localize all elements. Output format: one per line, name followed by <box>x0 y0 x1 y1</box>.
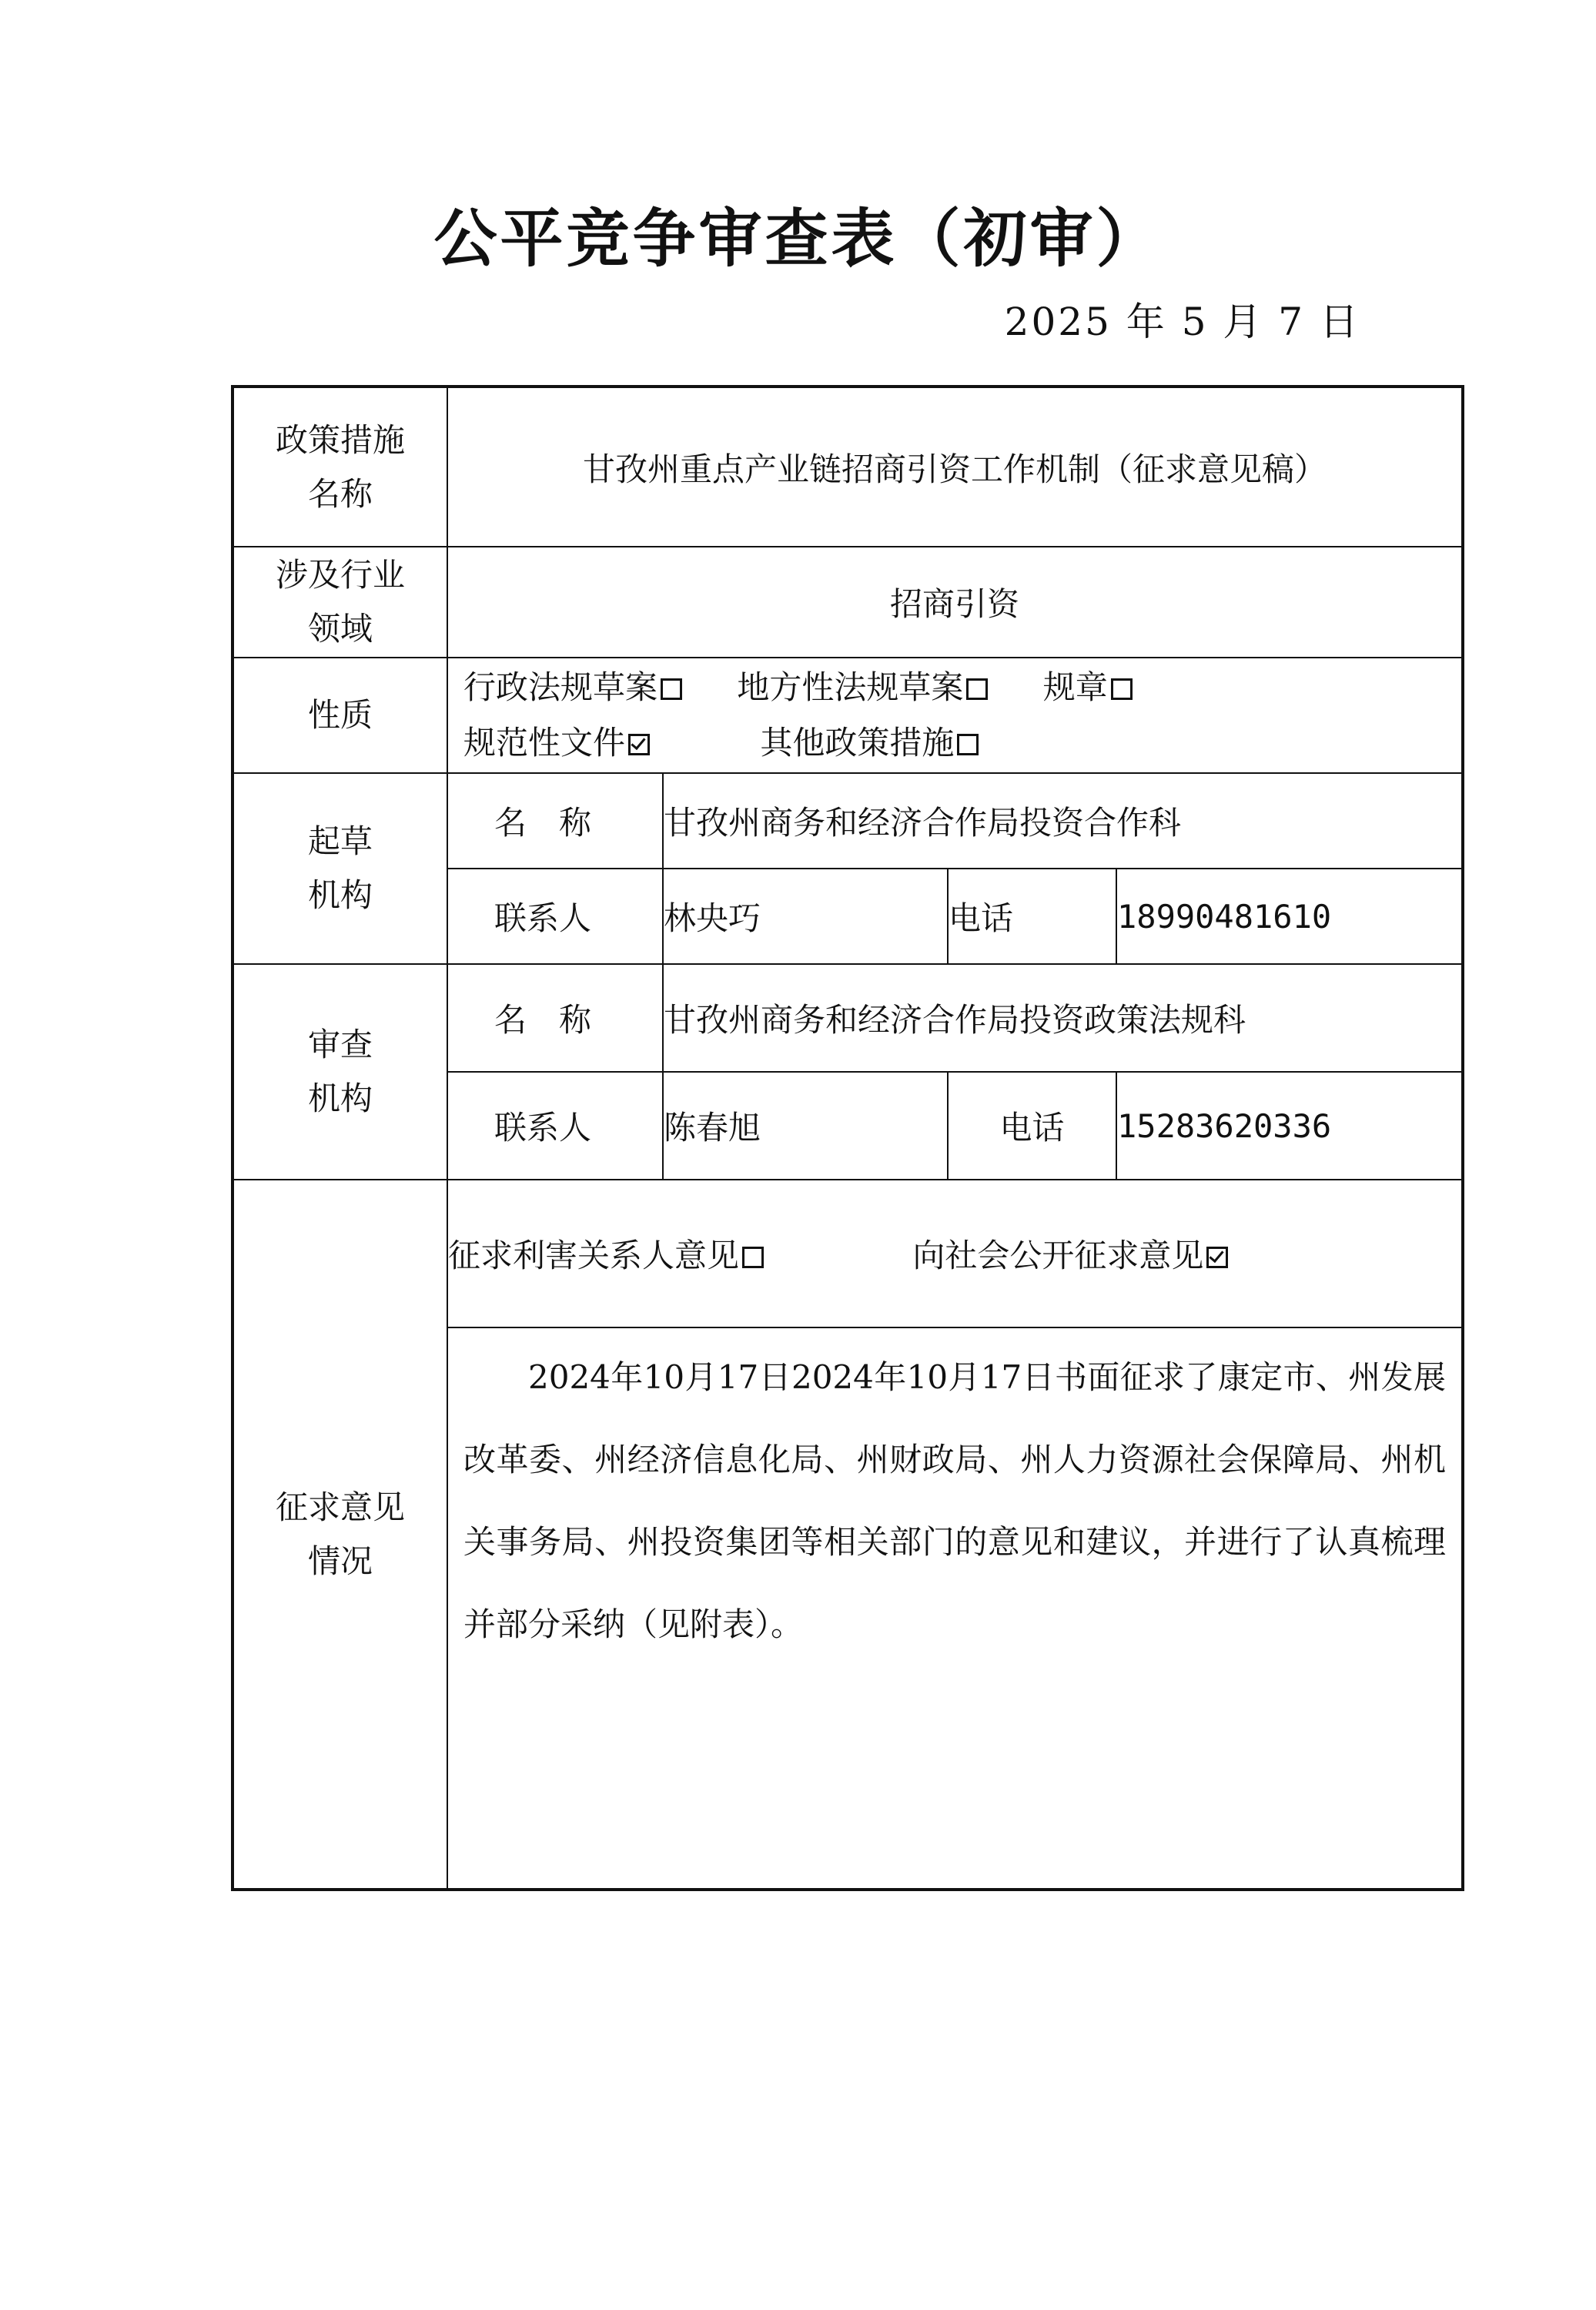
checkbox-icon[interactable] <box>1111 678 1133 700</box>
checkbox-icon[interactable] <box>957 734 979 755</box>
industry-row <box>233 547 1463 658</box>
policy-name-value: 甘孜州重点产业链招商引资工作机制（征求意见稿） <box>447 387 1463 547</box>
consultation-label: 征求意见 情况 <box>233 1180 447 1890</box>
consultation-text: 2024年10月17日2024年10月17日书面征求了康定市、州发展改革委、州经济信息化局、州财政局、州人力资源社会保障局、州机关事务局、州投资集团等相关部门的意见和建议，并进行了认真梳理并部分采纳（见附表）。 <box>463 1358 1447 1643</box>
industry-label: 涉及行业 领域 <box>233 547 447 658</box>
policy-name-row <box>233 387 1463 547</box>
policy-name-label: 政策措施 名称 <box>233 387 447 547</box>
review-phone-value: 15283620336 <box>1116 1072 1463 1180</box>
nature-label: 性质 <box>233 658 447 773</box>
nature-option-local-regulation[interactable]: 地方性法规草案 <box>737 668 988 706</box>
drafting-name-label: 名 称 <box>447 773 663 869</box>
review-org-name-row <box>233 964 1463 1072</box>
drafting-org-name-row <box>233 773 1463 869</box>
nature-option-normative-document[interactable]: 规范性文件 <box>463 724 650 762</box>
drafting-contact-value: 林央巧 <box>663 869 948 964</box>
consult-option-stakeholders[interactable]: 征求利害关系人意见 <box>448 1237 764 1274</box>
drafting-phone-value: 18990481610 <box>1116 869 1463 964</box>
review-name-label: 名 称 <box>447 964 663 1072</box>
checkbox-icon[interactable] <box>742 1247 764 1268</box>
drafting-name-value: 甘孜州商务和经济合作局投资合作科 <box>663 773 1463 869</box>
drafting-org-label: 起草 机构 <box>233 773 447 964</box>
consultation-options <box>447 1180 1463 1327</box>
review-contact-value: 陈春旭 <box>663 1072 948 1180</box>
document-title: 公平竞争审查表（初审） <box>433 203 1163 276</box>
nature-options <box>447 658 1463 773</box>
nature-row <box>233 658 1463 773</box>
review-name-value: 甘孜州商务和经济合作局投资政策法规科 <box>663 964 1463 1072</box>
consultation-text-cell <box>447 1327 1463 1890</box>
nature-option-admin-regulation[interactable]: 行政法规草案 <box>463 668 682 706</box>
checkbox-icon[interactable] <box>966 678 988 700</box>
review-form-table <box>231 385 1464 1891</box>
review-org-label: 审查 机构 <box>233 964 447 1180</box>
review-phone-label: 电话 <box>948 1072 1116 1180</box>
checked-checkbox-icon[interactable] <box>628 734 650 755</box>
review-contact-label: 联系人 <box>447 1072 663 1180</box>
drafting-phone-label: 电话 <box>948 869 1116 964</box>
document-date: 2025 年 5 月 7 日 <box>1004 300 1360 344</box>
checked-checkbox-icon[interactable] <box>1206 1247 1228 1268</box>
nature-option-rules[interactable]: 规章 <box>1043 668 1133 706</box>
consult-option-public[interactable]: 向社会公开征求意见 <box>912 1237 1228 1274</box>
checkbox-icon[interactable] <box>661 678 682 700</box>
industry-value: 招商引资 <box>447 547 1463 658</box>
consultation-options-row <box>233 1180 1463 1327</box>
nature-option-other-policy[interactable]: 其他政策措施 <box>760 724 979 762</box>
drafting-contact-label: 联系人 <box>447 869 663 964</box>
